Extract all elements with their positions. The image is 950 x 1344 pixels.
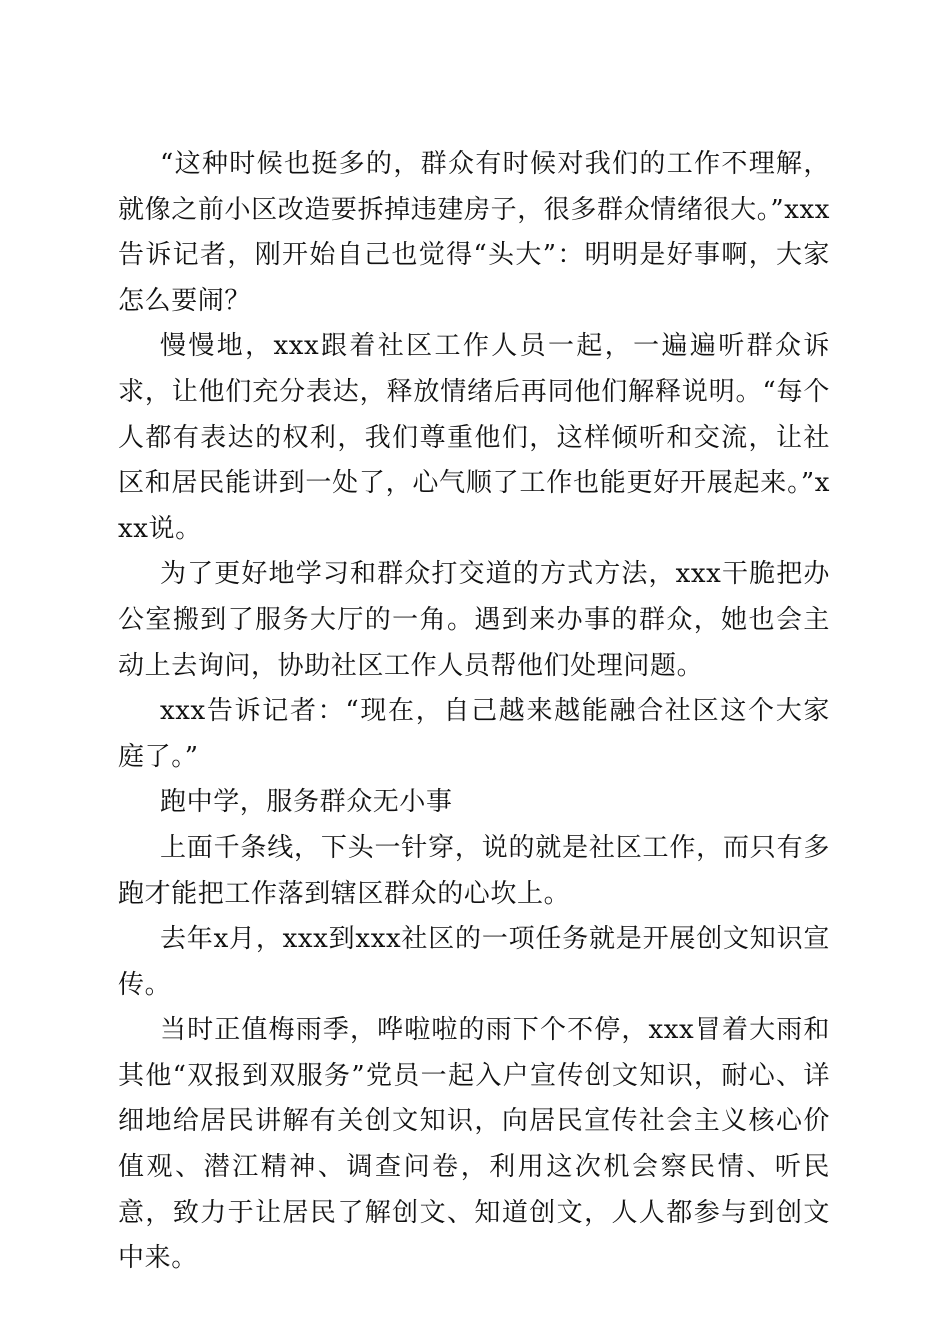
- paragraph-4: xxx告诉记者：“现在，自己越来越能融合社区这个大家庭了。”: [118, 696, 830, 772]
- paragraph-6: 去年x月，xxx到xxx社区的一项任务就是开展创文知识宣传。: [118, 924, 830, 1000]
- paragraph-7: 当时正值梅雨季，哗啦啦的雨下个不停，xxx冒着大雨和其他“双报到双服务”党员一起入户宣传创文知识，耐心、详细地给居民讲解有关创文知识，向居民宣传社会主义核心价值观、潜江精神、调查问卷，利用这次机会察民情、听民意，致力于让居民了解创文、知道创文，人人都参与到创文中来。: [118, 1015, 830, 1274]
- document-body: [118, 142, 830, 1282]
- paragraph-2: 慢慢地，xxx跟着社区工作人员一起，一遍遍听群众诉求，让他们充分表达，释放情绪后再同他们解释说明。“每个人都有表达的权利，我们尊重他们，这样倾听和交流，让社区和居民能讲到一处了，心气顺了工作也能更好开展起来。”xxx说。: [118, 331, 830, 544]
- paragraph-5: 上面千条线，下头一针穿，说的就是社区工作，而只有多跑才能把工作落到辖区群众的心坎上。: [118, 832, 830, 909]
- section-heading: 跑中学，服务群众无小事: [160, 787, 453, 818]
- paragraph-3: 为了更好地学习和群众打交道的方式方法，xxx干脆把办公室搬到了服务大厅的一角。遇到来办事的群众，她也会主动上去询问，协助社区工作人员帮他们处理问题。: [118, 559, 830, 681]
- paragraph-1: “这种时候也挺多的，群众有时候对我们的工作不理解，就像之前小区改造要拆掉违建房子，很多群众情绪很大。”xxx告诉记者，刚开始自己也觉得“头大”：明明是好事啊，大家怎么要闹？: [118, 149, 830, 316]
